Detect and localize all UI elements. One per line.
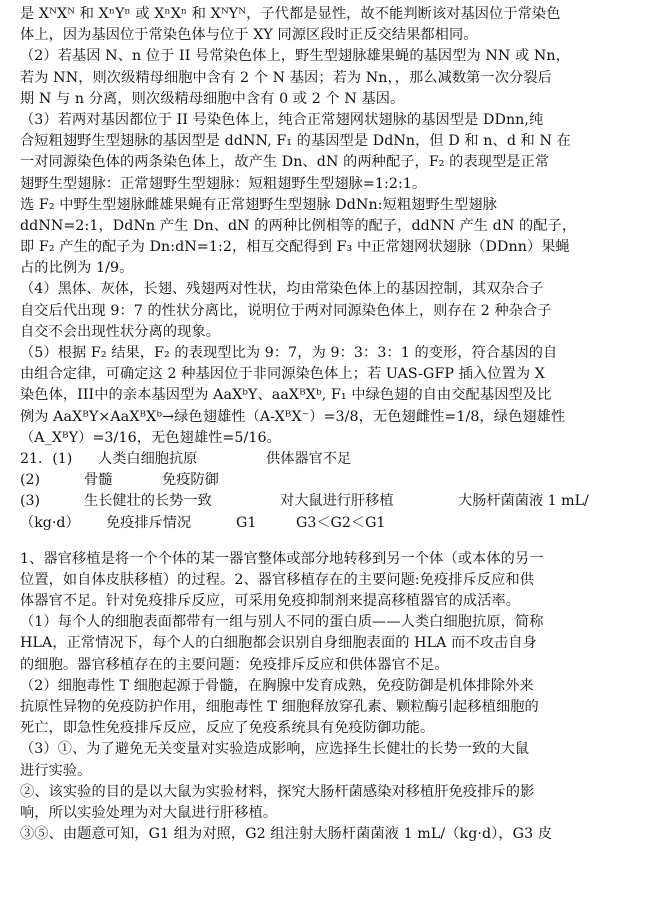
text-line: 染色体，III中的亲本基因型为 AaXᵇY、aaXᴮXᵇ, F₁ 中绿色翅的自由交配基因型及比 — [20, 387, 552, 404]
text-line: 选 F₂ 中野生型翅脉雌雄果蝇有正常翅野生型翅脉 DdNn:短粗翅野生型翅脉 — [20, 196, 497, 213]
question-21-answers — [20, 449, 634, 534]
answer-blank: G3＜G2＜G1 — [296, 514, 386, 531]
answer-blank: 对大鼠进行肝移植 — [280, 493, 394, 510]
answer-blank: 人类白细胞抗原 — [98, 450, 198, 467]
question-number: (2) — [20, 472, 41, 489]
answer-analysis-part1 — [20, 4, 634, 449]
text-line: 位置，如自体皮肤移植）的过程。2、器官移植存在的主要问题:免疫排斥反应和供 — [20, 571, 535, 588]
text-line: 进行实验。 — [20, 762, 92, 779]
answer-blank: 大肠杆菌菌液 1 mL/ — [458, 493, 589, 510]
answer-row-2 — [20, 470, 634, 491]
question-number: (3) — [20, 493, 41, 510]
text-line: （3）若两对基因都位于 II 号染色体上，纯合正常翅网状翅脉的基因型是 DDnn,纯 — [20, 111, 544, 128]
section-gap — [20, 534, 634, 549]
text-line: 的细胞。器官移植存在的主要问题：免疫排斥反应和供体器官不足。 — [20, 656, 449, 673]
text-line: ③⑤、由题意可知，G1 组为对照，G2 组注射大肠杆菌菌液 1 mL/（kg·d），G3 皮 — [20, 826, 553, 843]
answer-blank: 生长健壮的长势一致 — [84, 493, 212, 510]
text-line: 自交后代出现 9：7 的性状分离比，说明位于两对同源染色体上，则存在 2 种杂合子 — [20, 302, 552, 319]
answer-row-3 — [20, 491, 634, 512]
text-line: 即 F₂ 产生的配子为 Dn:dN=1:2，相互交配得到 F₃ 中正常翅网状翅脉（DDnn）果蝇 — [20, 239, 570, 256]
answer-row-4 — [20, 513, 634, 534]
answer-analysis-part2 — [20, 549, 634, 846]
text-line: 自交不会出现性状分离的现象。 — [20, 323, 221, 340]
answer-blank: 免疫排斥情况 — [106, 514, 192, 531]
text-line: 占的比例为 1/9。 — [20, 260, 134, 277]
text-line: 一对同源染色体的两条染色体上，故产生 Dn、dN 的两种配子，F₂ 的表现型是正常 — [20, 154, 550, 171]
text-line: 合短粗翅野生型翅脉的基因型是 ddNN, F₁ 的基因型是 DdNn，但 D 和 n、d 和 N 在 — [20, 133, 571, 150]
text-line: HLA，正常情况下，每个人的白细胞都会识别自身细胞表面的 HLA 而不攻击自身 — [20, 635, 537, 652]
text-line: 响，所以实验处理为对大鼠进行肝移植。 — [20, 804, 278, 821]
text-line: 是 XᴺXᴺ 和 XⁿYⁿ 或 XⁿXⁿ 和 XᴺYᴺ，子代都是显性，故不能判断该对基因位于常染色 — [20, 6, 561, 22]
text-line: 若为 NN，则次级精母细胞中含有 2 个 N 基因；若为 Nn，，那么减数第一次分裂后 — [20, 69, 552, 86]
text-line: （A_XᴮY）=3/16，无色翅雄性=5/16。 — [20, 429, 281, 446]
answer-unit: （kg·d） — [20, 514, 80, 531]
answer-blank: 供体器官不足 — [266, 450, 352, 467]
text-line: （2）细胞毒性 T 细胞起源于骨髓，在胸腺中发育成熟，免疫防御是机体排除外来 — [20, 677, 534, 694]
text-line: （4）黑体、灰体，长翅、残翅两对性状，均由常染色体上的基因控制，其双杂合子 — [20, 281, 544, 298]
text-line: ddNN=2:1，DdNn 产生 Dn、dN 的两种比例相等的配子，ddNN 产生 dN 的配子， — [20, 217, 577, 234]
text-line: ②、该实验的目的是以大鼠为实验材料，探究大肠杆菌感染对移植肝免疫排斥的影 — [20, 783, 535, 800]
text-line: （2）若基因 N、n 位于 II 号常染色体上，野生型翅脉雄果蝇的基因型为 NN 或 Nn， — [20, 48, 570, 65]
text-line: 体上，因为基因位于常染色体与位于 XY 同源区段时正反交结果都相同。 — [20, 27, 478, 44]
answer-blank: 骨髓 — [84, 472, 113, 489]
text-line: 由组合定律，可确定这 2 种基因位于非同源染色体上；若 UAS-GFP 插入位置为 X — [20, 366, 545, 383]
text-line: （5）根据 F₂ 结果，F₂ 的表现型比为 9：7，为 9：3：3：1 的变形，符合基因的自 — [20, 345, 558, 361]
text-line: 体器官不足。针对免疫排斥反应，可采用免疫抑制剂来提高移植器官的成活率。 — [20, 593, 521, 610]
text-line: 抗原性异物的免疫防护作用，细胞毒性 T 细胞释放穿孔素、颗粒酶引起移植细胞的 — [20, 699, 539, 715]
answer-blank: 免疫防御 — [162, 472, 219, 489]
answer-row-1 — [20, 449, 634, 470]
answer-blank: G1 — [236, 514, 257, 531]
text-line: 期 N 与 n 分离，则次级精母细胞中含有 0 或 2 个 N 基因。 — [20, 90, 405, 107]
text-line: （3）①、为了避免无关变量对实验造成影响，应选择生长健壮的长势一致的大鼠 — [20, 741, 530, 758]
text-line: （1）每个人的细胞表面都带有一组与别人不同的蛋白质——人类白细胞抗原，简称 — [20, 614, 544, 631]
text-line: 1、器官移植是将一个个体的某一器官整体或部分地转移到另一个体（或本体的另一 — [20, 550, 544, 567]
text-line: 死亡，即急性免疫排斥反应，反应了免疫系统具有免疫防御功能。 — [20, 720, 435, 737]
text-line: 翅野生型翅脉：正常翅野生型翅脉：短粗翅野生型翅脉=1:2:1。 — [20, 175, 427, 192]
text-line: 例为 AaXᴮY×AaXᴮXᵇ→绿色翅雄性（A-XᴮX⁻）=3/8，无色翅雌性=1/8，绿色翅雄性 — [20, 408, 566, 425]
question-number: 21．(1) — [20, 450, 73, 467]
